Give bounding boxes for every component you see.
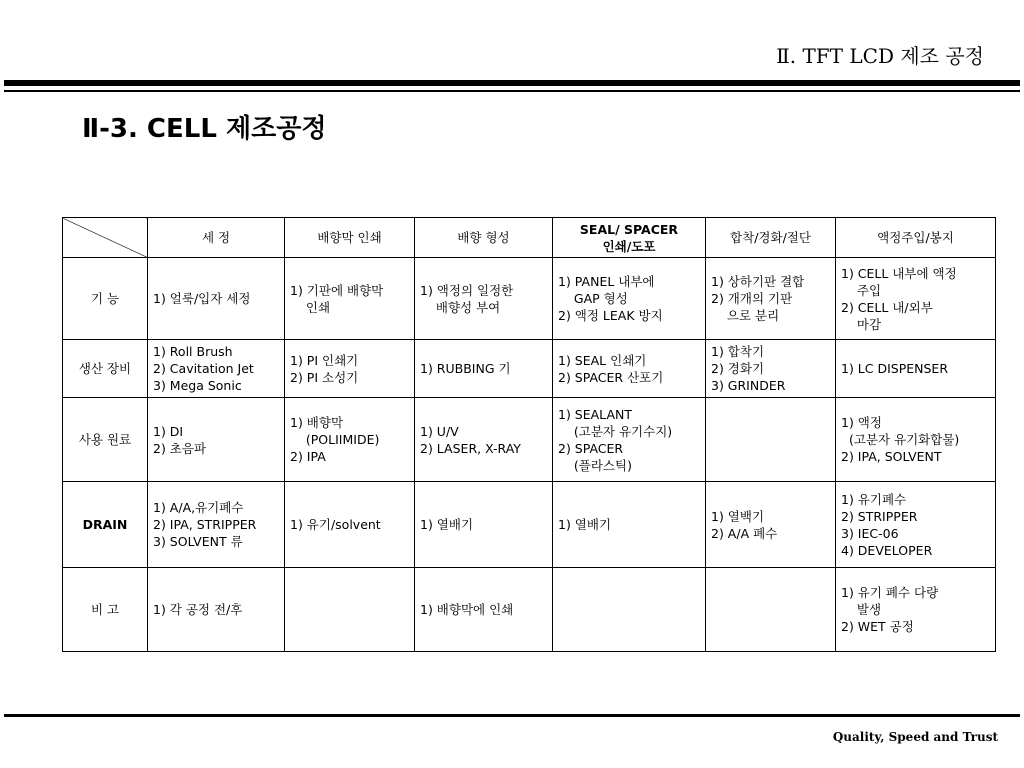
row-header: 기 능 xyxy=(63,258,148,340)
column-header-line: 배향막 인쇄 xyxy=(317,230,382,245)
cell-line: 마감 xyxy=(841,316,882,332)
table-cell xyxy=(836,398,996,482)
cell-line: GAP 형성 xyxy=(558,291,628,306)
column-header xyxy=(415,218,553,258)
cell-line: 주입 xyxy=(841,282,882,298)
table-cell xyxy=(706,568,836,652)
cell-line: 1) 유기폐수 xyxy=(841,491,907,507)
table-row xyxy=(63,398,996,482)
cell-line: 2) IPA, SOLVENT xyxy=(841,449,942,464)
table-row xyxy=(63,258,996,340)
table-cell xyxy=(415,258,553,340)
table-cell xyxy=(148,482,285,568)
cell-line: 1) 액정의 일정한 xyxy=(420,282,514,298)
table-cell xyxy=(706,398,836,482)
cell-line: 2) IPA, STRIPPER xyxy=(153,517,257,532)
table-cell xyxy=(706,340,836,398)
cell-line: 1) 합착기 xyxy=(711,344,765,359)
cell-line: 3) GRINDER xyxy=(711,378,786,393)
table-cell xyxy=(706,258,836,340)
table-header-row xyxy=(63,218,996,258)
cell-line: 1) 열배기 xyxy=(420,517,474,532)
table-cell xyxy=(285,482,415,568)
cell-line: 3) IEC-06 xyxy=(841,525,899,541)
column-header xyxy=(148,218,285,258)
cell-line: 1) 유기 폐수 다량 xyxy=(841,585,939,600)
cell-line: 1) PI 인쇄기 xyxy=(290,352,359,368)
cell-line: 4) DEVELOPER xyxy=(841,542,933,558)
cell-line: 2) PI 소성기 xyxy=(290,369,359,385)
cell-line: 1) SEAL 인쇄기 xyxy=(558,352,647,368)
cell-process-table xyxy=(62,217,996,652)
column-header-line: 배향 형성 xyxy=(457,230,510,245)
table-cell xyxy=(148,340,285,398)
cell-line: 2) 개개의 기판 xyxy=(711,291,793,306)
section-title: Ⅱ-3. CELL 제조공정 xyxy=(82,114,327,144)
cell-line: 배향성 부여 xyxy=(420,299,501,315)
cell-line: 1) 기판에 배향막 xyxy=(290,282,384,298)
table-cell xyxy=(415,568,553,652)
cell-line: 1) DI xyxy=(153,423,184,439)
cell-line: 2) A/A 폐수 xyxy=(711,525,778,541)
cell-line: 인쇄 xyxy=(290,299,331,315)
table-cell xyxy=(415,398,553,482)
column-header xyxy=(285,218,415,258)
cell-line: (플라스틱) xyxy=(558,457,632,473)
table-cell xyxy=(148,398,285,482)
cell-line: 2) 초음파 xyxy=(153,440,207,456)
chapter-title: Ⅱ. TFT LCD 제조 공정 xyxy=(776,44,984,68)
cell-line: 1) 배향막 xyxy=(290,415,344,430)
table-cell xyxy=(553,568,706,652)
cell-line: 발생 xyxy=(841,602,882,617)
row-header: 사용 원료 xyxy=(63,398,148,482)
column-header-line: 액정주입/봉지 xyxy=(877,230,954,245)
cell-line: 2) STRIPPER xyxy=(841,508,918,524)
cell-line: 1) 상하기판 결합 xyxy=(711,274,805,289)
column-header-line: SEAL/ SPACER xyxy=(579,221,679,237)
cell-line: 2) LASER, X-RAY xyxy=(420,440,521,456)
table-cell xyxy=(285,398,415,482)
cell-line: 2) IPA xyxy=(290,449,326,464)
cell-line: 1) Roll Brush xyxy=(153,344,233,359)
table-cell xyxy=(285,258,415,340)
cell-line: 2) SPACER 산포기 xyxy=(558,369,664,385)
cell-line: 2) WET 공정 xyxy=(841,619,914,634)
table-cell xyxy=(836,568,996,652)
cell-line: 1) RUBBING 기 xyxy=(420,361,511,376)
cell-line: 1) 유기/solvent xyxy=(290,517,381,532)
table-cell xyxy=(553,258,706,340)
cell-line: 1) LC DISPENSER xyxy=(841,361,949,376)
column-header xyxy=(836,218,996,258)
table-row xyxy=(63,482,996,568)
table-cell xyxy=(285,340,415,398)
corner-cell xyxy=(63,218,148,258)
footer-rule xyxy=(4,714,1020,717)
cell-line: (POLIIMIDE) xyxy=(290,432,380,447)
column-header xyxy=(553,218,706,258)
cell-line: 2) Cavitation Jet xyxy=(153,361,254,376)
table-cell xyxy=(415,340,553,398)
table-cell xyxy=(553,398,706,482)
row-header: DRAIN xyxy=(63,482,148,568)
cell-line: 2) 액정 LEAK 방지 xyxy=(558,308,663,323)
table-cell xyxy=(706,482,836,568)
cell-line: 으로 분리 xyxy=(711,308,780,323)
table-cell xyxy=(836,340,996,398)
cell-line: 1) 열배기 xyxy=(558,517,612,532)
table-cell xyxy=(285,568,415,652)
table-cell xyxy=(148,568,285,652)
cell-line: 1) 열백기 xyxy=(711,508,765,524)
cell-line: 1) U/V xyxy=(420,423,459,439)
row-header: 생산 장비 xyxy=(63,340,148,398)
cell-line: 1) 배향막에 인쇄 xyxy=(420,602,514,617)
cell-line: 3) Mega Sonic xyxy=(153,378,242,393)
table-cell xyxy=(553,482,706,568)
table-cell xyxy=(553,340,706,398)
cell-line: 2) 경화기 xyxy=(711,361,765,376)
cell-line: (고분자 유기화합물) xyxy=(841,432,960,447)
footer-tagline: Quality, Speed and Trust xyxy=(832,730,998,744)
cell-line: 2) SPACER xyxy=(558,440,624,456)
cell-line: (고분자 유기수지) xyxy=(558,423,673,439)
column-header-line: 세 정 xyxy=(201,230,231,245)
table-row xyxy=(63,568,996,652)
row-header: 비 고 xyxy=(63,568,148,652)
header-rule-thick xyxy=(4,80,1020,86)
cell-line: 2) CELL 내/외부 xyxy=(841,299,933,315)
table-cell xyxy=(148,258,285,340)
column-header-line: 인쇄/도포 xyxy=(602,238,656,254)
cell-line: 1) SEALANT xyxy=(558,406,632,422)
table-cell xyxy=(836,258,996,340)
column-header xyxy=(706,218,836,258)
table-row xyxy=(63,340,996,398)
cell-line: 1) 각 공정 전/후 xyxy=(153,602,243,617)
table-cell xyxy=(836,482,996,568)
cell-line: 1) A/A,유기폐수 xyxy=(153,500,244,515)
column-header-line: 합착/경화/절단 xyxy=(730,230,811,245)
cell-line: 1) 얼룩/입자 세정 xyxy=(153,291,251,306)
cell-line: 1) PANEL 내부에 xyxy=(558,274,655,289)
header-rule-thin xyxy=(4,90,1020,92)
cell-line: 1) CELL 내부에 액정 xyxy=(841,265,957,281)
table-cell xyxy=(415,482,553,568)
cell-line: 3) SOLVENT 류 xyxy=(153,534,243,549)
cell-line: 1) 액정 xyxy=(841,415,882,430)
